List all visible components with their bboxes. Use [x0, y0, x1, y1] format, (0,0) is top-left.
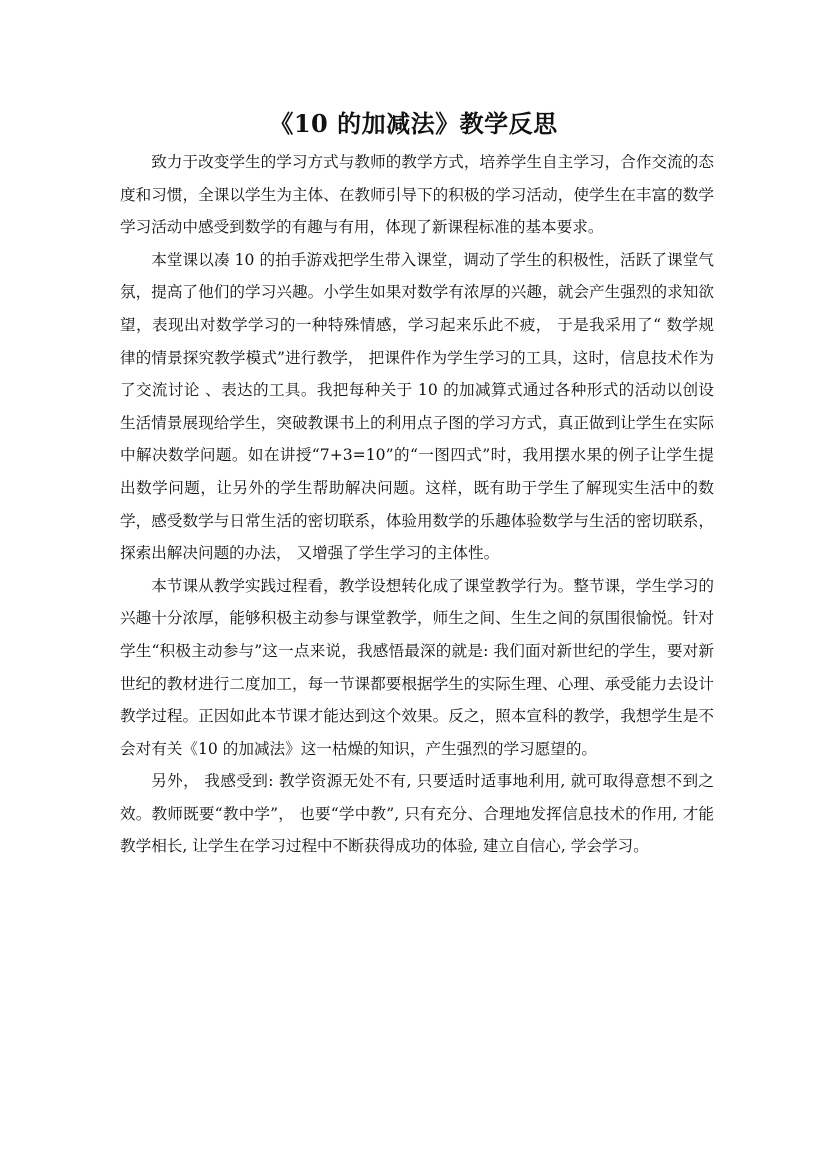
document-title: 《10 的加减法》教学反思 [269, 109, 558, 138]
document-body [120, 146, 714, 863]
paragraph-4: 另外， 我感受到: 教学资源无处不有, 只要适时适事地利用, 就可取得意想不到之效。教师既要“教中学”， 也要“学中教”, 只有充分、合理地发挥信息技术的作用, 才能教学相长, 让学生在学习过程中不断获得成功的体验, 建立自信心, 学会学习。 [120, 772, 714, 856]
paragraph-2: 本堂课以凑 10 的拍手游戏把学生带入课堂，调动了学生的积极性，活跃了课堂气氛，提高了他们的学习兴趣。小学生如果对数学有浓厚的兴趣，就会产生强烈的求知欲望，表现出对数学学习的一种特殊情感，学习起来乐此不疲， 于是我采用了“ 数学规律的情景探究教学模式”进行教学， 把课件作为学生学习的工具，这时，信息技术作为了交流讨论 、表达的工具。我把每种关于 10 的加减算式通过各种形式的活动以创设生活情景展现给学生，突破教课书上的利用点子图的学习方式，真正做到让学生在实际中解决数学问题。如在讲授“7+3=10”的“一图四式”时，我用摆水果的例子让学生提出数学问题，让另外的学生帮助解决问题。这样，既有助于学生了解现实生活中的数学，感受数学与日常生活的密切联系，体验用数学的乐趣体验数学与生活的密切联系，探索出解决问题的办法， 又增强了学生学习的主体性。 [120, 250, 714, 563]
paragraph-1: 致力于改变学生的学习方式与教师的教学方式，培养学生自主学习，合作交流的态度和习惯，全课以学生为主体、在教师引导下的积极的学习活动，使学生在丰富的数学学习活动中感受到数学的有趣与有用，体现了新课程标准的基本要求。 [120, 153, 714, 237]
paragraph-3: 本节课从教学实践过程看，教学设想转化成了课堂教学行为。整节课，学生学习的兴趣十分浓厚，能够积极主动参与课堂教学，师生之间、生生之间的氛围很愉悦。针对学生“积极主动参与”这一点来说，我感悟最深的就是: 我们面对新世纪的学生，要对新世纪的教材进行二度加工，每一节课都要根据学生的实际生理、心理、承受能力去设计教学过程。正因如此本节课才能达到这个效果。反之，照本宣科的教学，我想学生是不会对有关《10 的加减法》这一枯燥的知识，产生强烈的学习愿望的。 [120, 576, 714, 758]
